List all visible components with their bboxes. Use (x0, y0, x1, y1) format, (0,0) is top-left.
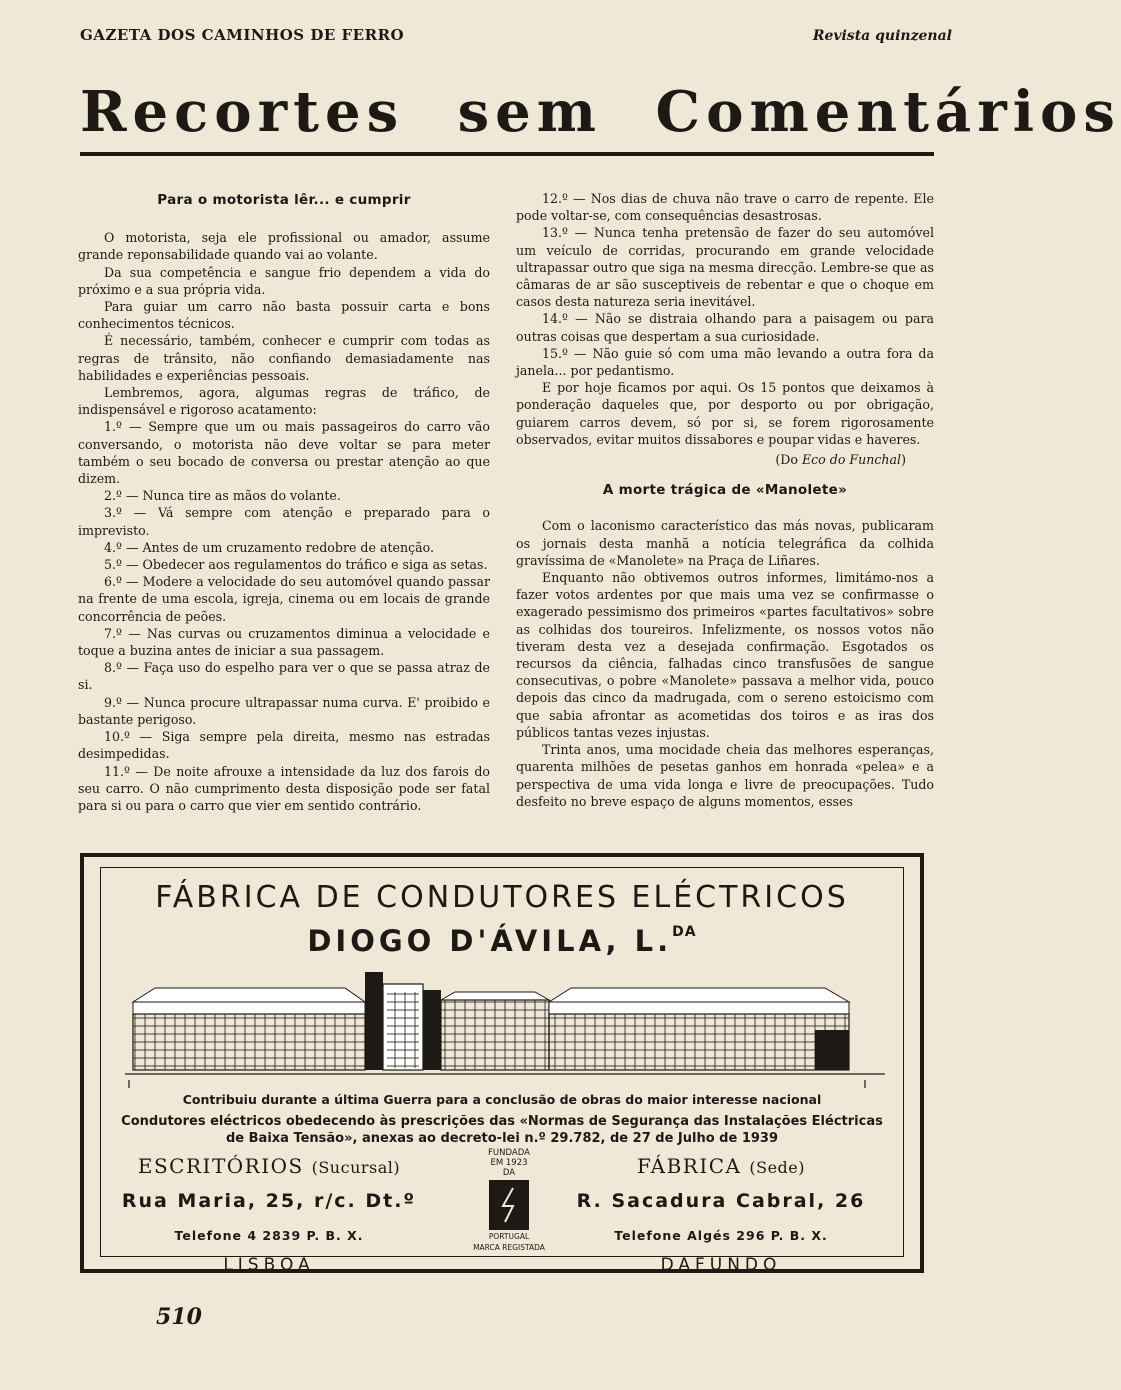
office-heading-row (119, 1154, 419, 1178)
factory-heading: FÁBRICA (637, 1154, 742, 1178)
headline-block (80, 76, 1121, 156)
office-sub: (Sucursal) (311, 1158, 401, 1177)
office-city: LISBOA (223, 1255, 315, 1275)
logo-top-2: EM 1923 (490, 1158, 528, 1168)
office-heading: ESCRITÓRIOS (137, 1154, 304, 1178)
rule-item: 8.º — Faça uso do espelho para ver o que se passa atraz de si. (78, 660, 490, 693)
paragraph: Enquanto não obtivemos outros informes, limitámo-nos a fazer votos ardentes por que mais uma vez se confirmasse o exagerado pessimismo dos primeiros «partes facultativos» sobre as colhidas dos toureiros. Infelizmente, os nossos votos não tiveram desta vez a desejada confirmação. Esgotados os recursos da ciência, falhadas cinco transfusões de sangue consecutivas, o pobre «Manolete» passava a melhor vida, pouco depois das cinco da madrugada, com o sereno estoicismo com que sabia afrontar as acometidas dos toiros e as iras dos públicos tantas vezes injustas. (516, 570, 934, 740)
rule-item: 15.º — Não guie só com uma mão levando a outra fora da janela... por pedantismo. (516, 345, 934, 379)
source-credit (516, 451, 934, 468)
factory-phone: Telefone Algés 296 P. B. X. (614, 1228, 828, 1243)
paragraph: Com o laconismo característico das más novas, publicaram os jornais desta manhã a notícia telegráfica da colhida gravíssima de «Manolete» na Praça de Liñares. (516, 518, 934, 568)
ad-title-line1: FÁBRICA DE CONDUTORES ELÉCTRICOS (155, 880, 849, 915)
rule-item: 11.º — De noite afrouxe a intensidade da luz dos farois do seu carro. O não cumprimento desta disposição pode ser fatal para si ou para o carro que vier em sentido contrário. (78, 763, 490, 813)
trademark-logo (469, 1148, 549, 1266)
office-address: Rua Maria, 25, r/c. Dt.º (121, 1190, 417, 1212)
credit-source: Eco do Funchal (801, 452, 902, 468)
credit-suffix: ) (901, 452, 906, 468)
paragraph: É necessário, também, conhecer e cumprir com todas as regras de trânsito, não confiando demasiadamente nas habilidades e experiências pessoais. (78, 333, 490, 383)
office-phone: Telefone 4 2839 P. B. X. (174, 1228, 364, 1243)
article-title-manolete: A morte trágica de «Manolete» (602, 482, 848, 499)
logo-emblem (489, 1180, 529, 1230)
page-number: 510 (156, 1304, 202, 1330)
periodicity: Revista quinzenal (812, 28, 952, 44)
rule-item: 13.º — Nunca tenha pretensão de fazer do seu automóvel um veículo de corridas, procurando em grande velocidade ultrapassar outro que siga na mesma direcção. Lembre-se que as câmaras de ar são susceptiveis de rebentar e que o choque em casos desta natureza seria inevitável. (516, 225, 934, 310)
rule-item: 12.º — Nos dias de chuva não trave o carro de repente. Ele pode voltar-se, com consequências desastrosas. (516, 191, 934, 224)
logo-bottom-2: MARCA REGISTADA (473, 1243, 545, 1252)
running-head (80, 26, 952, 48)
rule-item: 1.º — Sempre que um ou mais passageiros do carro vão conversando, o motorista não deve voltar se para meter também o seu bocado de conversa ou prestar atenção ao que dizem. (78, 419, 490, 487)
factory-block (571, 1154, 871, 1275)
company-suffix: DA (672, 924, 697, 940)
company-name: DIOGO D'ÁVILA, L. (307, 924, 673, 958)
credit-prefix: (Do (775, 452, 802, 468)
paragraph: Trinta anos, uma mocidade cheia das melhores esperanças, quarenta milhões de pesetas ganhos em honrada «pelea» e a perspectiva de uma vida longa e livre de preocupações. Tudo desfeito no breve espaço de alguns momentos, esses (516, 742, 934, 809)
factory-illustration (125, 970, 885, 1090)
factory-address: R. Sacadura Cabral, 26 (576, 1190, 866, 1212)
paragraph: Lembremos, agora, algumas regras de tráfico, de indispensável e rigoroso acatamento: (78, 385, 490, 418)
ad-tagline: Contribuiu durante a última Guerra para a conclusão de obras do maior interesse nacional (182, 1092, 822, 1107)
rule-item: 5.º — Obedecer aos regulamentos do tráfico e siga as setas. (104, 557, 488, 573)
rule-item: 6.º — Modere a velocidade do seu automóvel quando passar na frente de uma escola, igreja, cinema ou em locais de grande concorrência de peões. (78, 574, 490, 624)
factory-sub: (Sede) (749, 1158, 805, 1177)
office-block (119, 1154, 419, 1275)
rule-item: 2.º — Nunca tire as mãos do volante. (104, 488, 341, 504)
rule-item: 3.º — Vá sempre com atenção e preparado para o imprevisto. (78, 505, 490, 538)
rule-item: 7.º — Nas curvas ou cruzamentos diminua a velocidade e toque a buzina antes de iniciar a sua passagem. (78, 625, 490, 659)
paragraph: Para guiar um carro não basta possuir carta e bons conhecimentos técnicos. (78, 299, 490, 332)
advertisement (80, 853, 924, 1273)
logo-bottom-1: PORTUGAL (488, 1232, 530, 1241)
column-right (516, 190, 934, 810)
rule-item: 10.º — Siga sempre pela direita, mesmo nas estradas desimpedidas. (78, 729, 490, 762)
lightning-bolt-icon (489, 1180, 529, 1230)
ad-standards-note: Condutores eléctricos obedecendo às prescrições das «Normas de Segurança das Instalações Eléctricas de Baixa Tensão», anexas ao decreto-lei n.º 29.782, de 27 de Julho de 1939 (121, 1114, 883, 1146)
column-left (78, 190, 490, 814)
paragraph: E por hoje ficamos por aqui. Os 15 pontos que deixamos à ponderação daqueles que, por desporto ou por obrigação, guiarem carros devem, só por si, se forem rigorosamente observados, evitar muitos dissabores e poupar vidas e haveres. (516, 380, 934, 447)
rule-item: 4.º — Antes de um cruzamento redobre de atenção. (104, 539, 435, 555)
publication-name: GAZETA DOS CAMINHOS DE FERRO (80, 26, 405, 44)
paragraph: Da sua competência e sangue frio dependem a vida do próximo e a sua própria vida. (78, 264, 490, 297)
advertisement-frame (100, 867, 904, 1275)
page-headline: Recortes sem Comentários (80, 79, 1121, 145)
factory-city: DAFUNDO (660, 1255, 782, 1275)
rule-item: 14.º — Não se distraia olhando para a paisagem ou para outras coisas que despertam a sua curiosidade. (516, 311, 934, 344)
logo-top-3: DA (502, 1168, 516, 1178)
factory-heading-row (571, 1154, 871, 1178)
logo-top-1: FUNDADA (488, 1148, 530, 1158)
paragraph: O motorista, seja ele profissional ou amador, assume grande reponsabilidade quando vai ao volante. (78, 230, 490, 263)
rule-item: 9.º — Nunca procure ultrapassar numa curva. E' proibido e bastante perigoso. (78, 694, 490, 727)
ad-title-line2 (101, 924, 903, 958)
article-title-motorista: Para o motorista lêr... e cumprir (157, 192, 411, 208)
